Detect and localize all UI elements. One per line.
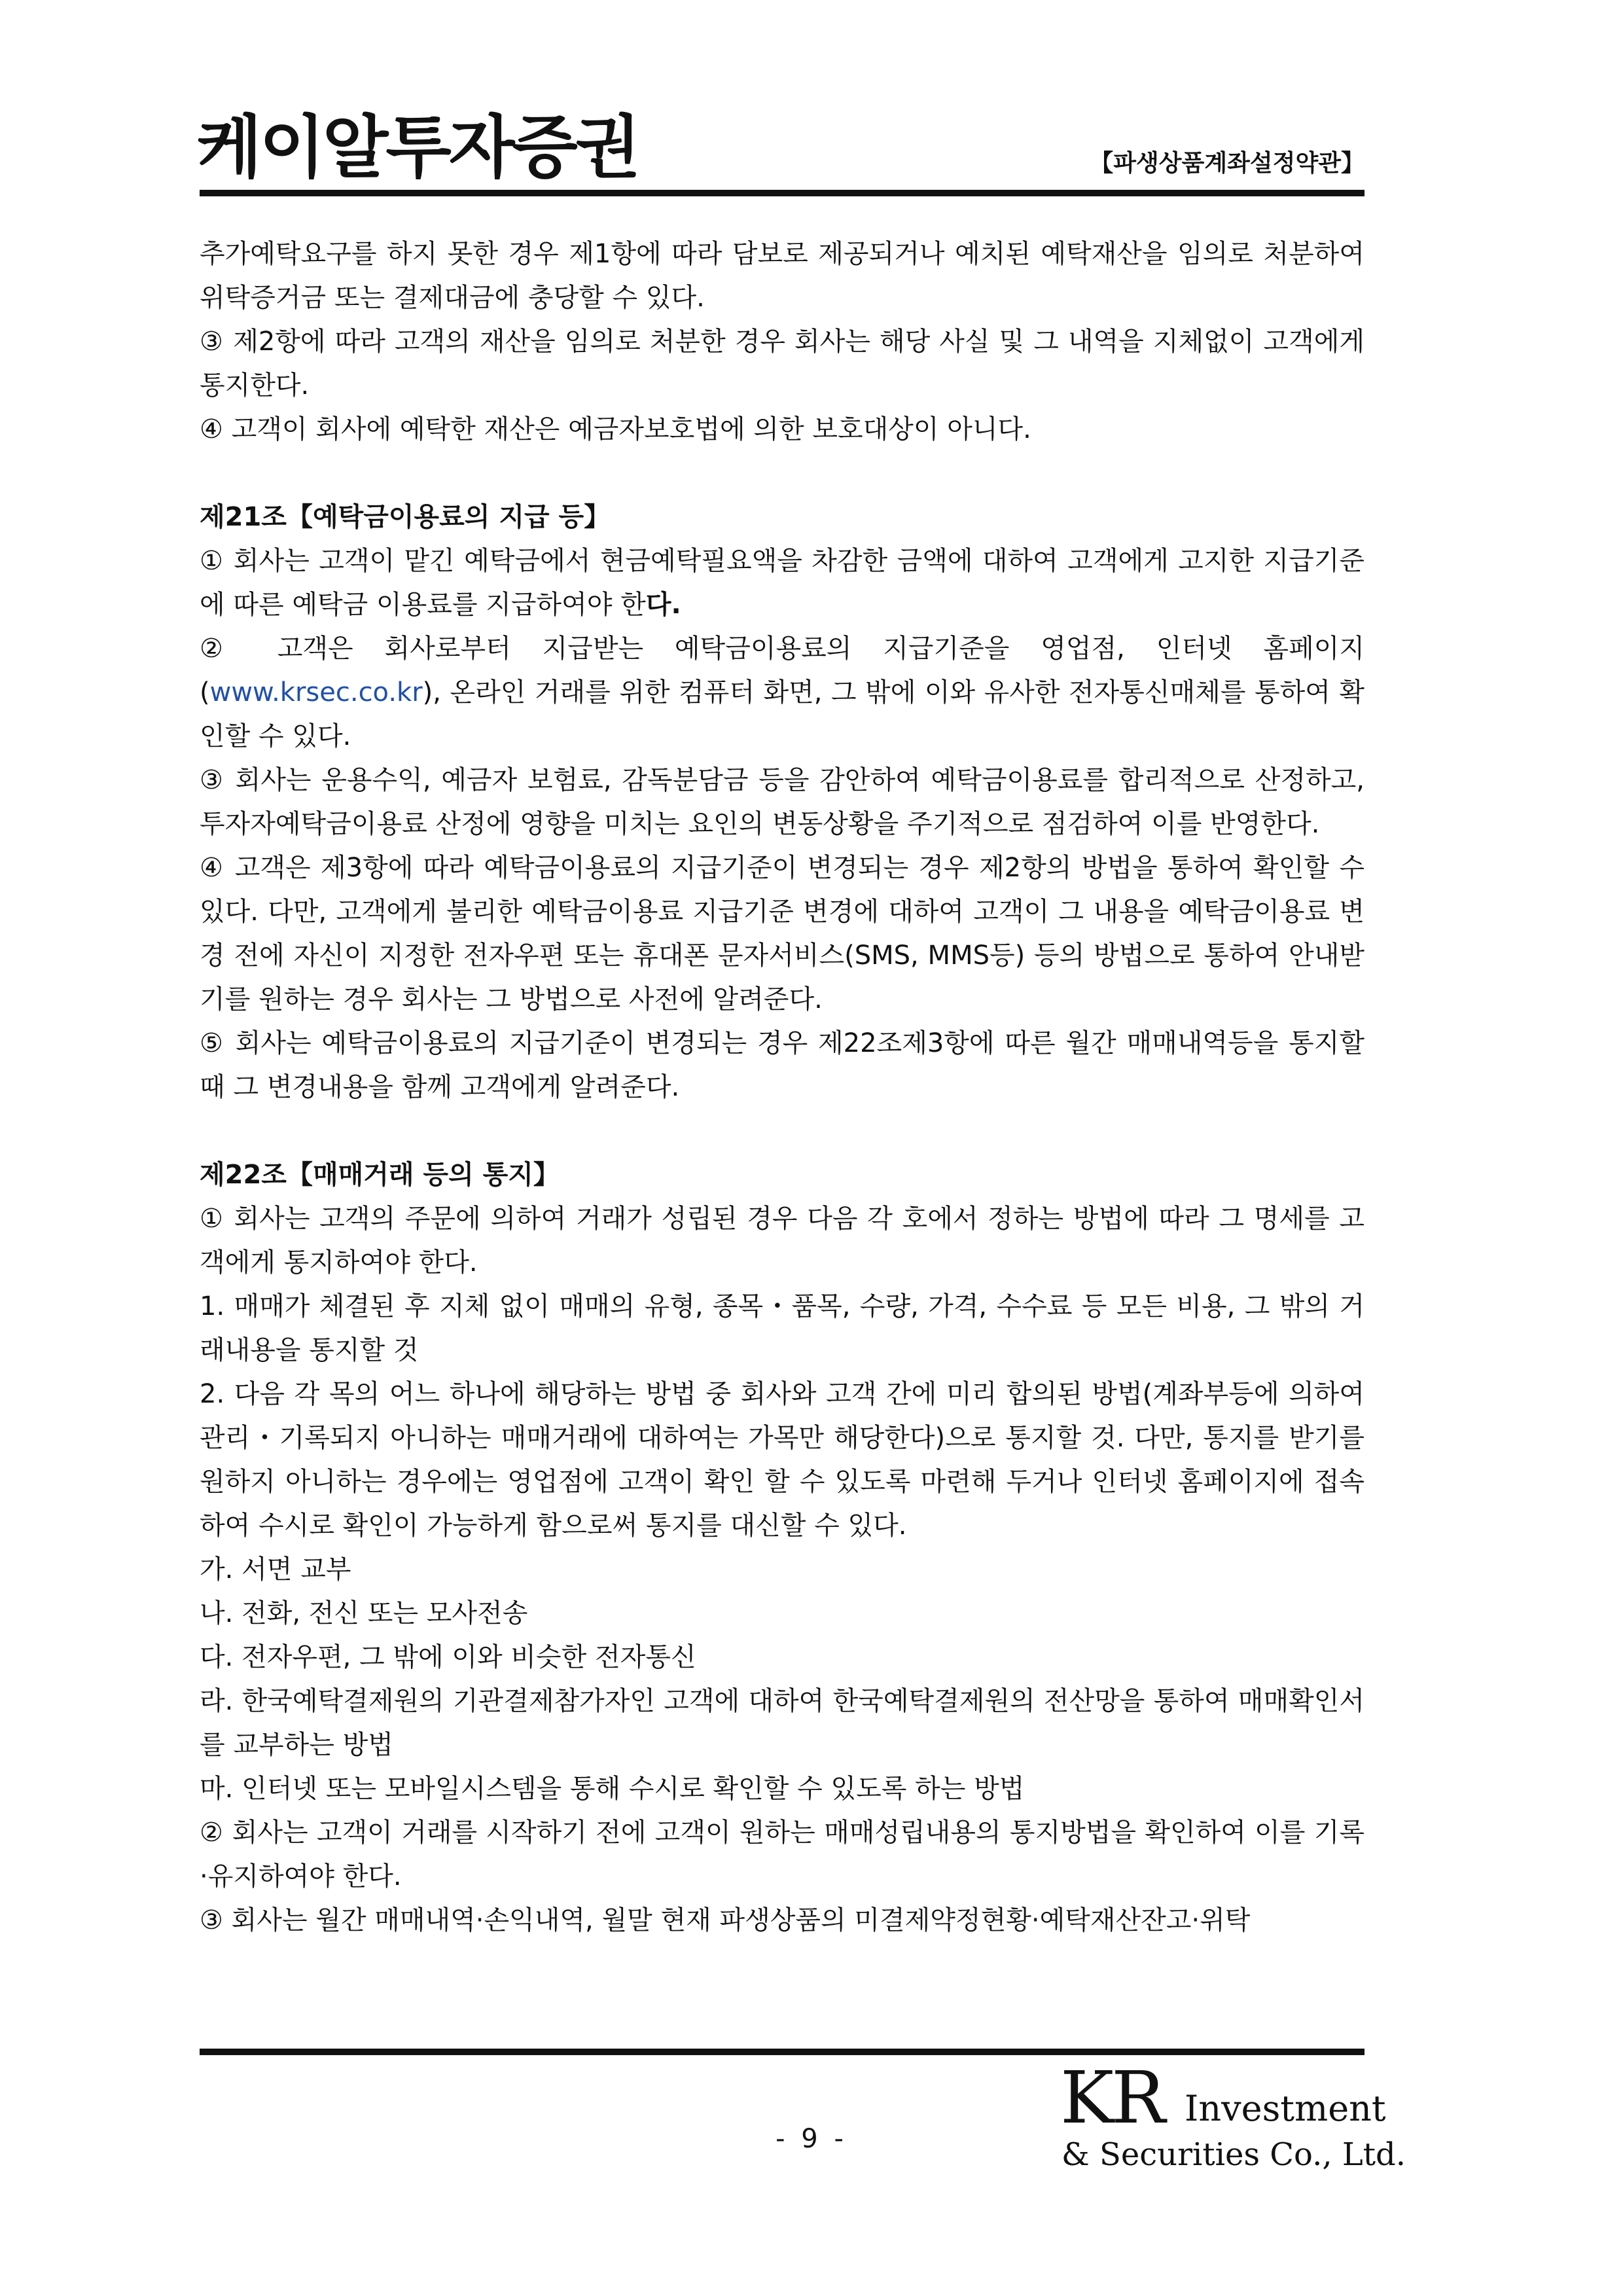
sub-item-ra: 라. 한국예탁결제원의 기관결제참가자인 고객에 대하여 한국예탁결제원의 전산망을 통하여 매매확인서를 교부하는 방법 — [200, 1686, 1364, 1760]
article-21-heading: 제21조【예탁금이용료의 지급 등】 — [200, 502, 611, 532]
brand-logo-text: 케이알투자증권 — [196, 107, 639, 187]
article-21-clause-1 — [200, 539, 1364, 627]
article-22-clause-2: ② 회사는 고객이 거래를 시작하기 전에 고객이 원하는 매매성립내용의 통지방법을 확인하여 이를 기록·유지하여야 한다. — [200, 1818, 1364, 1892]
logo-securities: & Securities Co., Ltd. — [1061, 2136, 1406, 2173]
paragraph: ③ 제2항에 따라 고객의 재산을 임의로 처분한 경우 회사는 해당 사실 및 그 내역을 지체없이 고객에게 통지한다. — [200, 327, 1364, 401]
clause-text-end: 다. — [645, 590, 681, 620]
sub-item-ma: 마. 인터넷 또는 모바일시스템을 통해 수시로 확인할 수 있도록 하는 방법 — [200, 1774, 1025, 1804]
article-22-item-1: 1. 매매가 체결된 후 지체 없이 매매의 유형, 종목・품목, 수량, 가격, 수수료 등 모든 비용, 그 밖의 거래내용을 통지할 것 — [200, 1291, 1364, 1365]
article-21-clause-2 — [200, 627, 1364, 759]
sub-item-da: 다. 전자우편, 그 밖에 이와 비슷한 전자통신 — [200, 1642, 696, 1672]
article-21-clause-4: ④ 고객은 제3항에 따라 예탁금이용료의 지급기준이 변경되는 경우 제2항의 방법을 통하여 확인할 수 있다. 다만, 고객에게 불리한 예탁금이용료 지급기준 변경에 대하여 고객이 그 내용을 예탁금이용료 변경 전에 자신이 지정한 전자우편 또는 휴대폰 문자서비스(SMS, MMS등) 등의 방법으로 통하여 안내받기를 원하는 경우 회사는 그 방법으로 사전에 알려준다. — [200, 853, 1364, 1014]
clause-text: ① 회사는 고객이 맡긴 예탁금에서 현금예탁필요액을 차감한 금액에 대하여 고객에게 고지한 지급기준에 따른 예탁금 이용료를 지급하여야 한 — [200, 546, 1364, 620]
spacer — [200, 1109, 1364, 1153]
logo-investment: Investment — [1185, 2088, 1386, 2129]
logo-kr: KR — [1060, 2056, 1163, 2140]
clause-text: ), 온라인 거래를 위한 컴퓨터 화면, 그 밖에 이와 유사한 전자통신매체를 통하여 확인할 수 있다. — [200, 677, 1364, 751]
article-22-item-2: 2. 다음 각 목의 어느 하나에 해당하는 방법 중 회사와 고객 간에 미리 합의된 방법(계좌부등에 의하여 관리・기록되지 아니하는 매매거래에 대하여는 가목만 해당한다)으로 통지할 것. 다만, 통지를 받기를 원하지 아니하는 경우에는 영업점에 고객이 확인 할 수 있도록 마련해 두거나 인터넷 홈페이지에 접속하여 수시로 확인이 가능하게 함으로써 통지를 대신할 수 있다. — [200, 1379, 1364, 1541]
company-logo — [1060, 2056, 1406, 2179]
paragraph: ④ 고객이 회사에 예탁한 재산은 예금자보호법에 의한 보호대상이 아니다. — [200, 414, 1031, 444]
header-divider — [200, 190, 1364, 196]
page-number: - 9 - — [776, 2124, 847, 2154]
article-22-clause-3: ③ 회사는 월간 매매내역·손익내역, 월말 현재 파생상품의 미결제약정현황·예탁재산잔고·위탁 — [200, 1905, 1251, 1935]
article-22-heading: 제22조【매매거래 등의 통지】 — [200, 1160, 560, 1190]
article-21-clause-3: ③ 회사는 운용수익, 예금자 보험료, 감독분담금 등을 감안하여 예탁금이용료를 합리적으로 산정하고, 투자자예탁금이용료 산정에 영향을 미치는 요인의 변동상황을 주기적으로 점검하여 이를 반영한다. — [200, 765, 1364, 839]
sub-item-na: 나. 전화, 전신 또는 모사전송 — [200, 1598, 528, 1628]
article-22-clause-1: ① 회사는 고객의 주문에 의하여 거래가 성립된 경우 다음 각 호에서 정하는 방법에 따라 그 명세를 고객에게 통지하여야 한다. — [200, 1204, 1364, 1278]
footer-divider — [200, 2049, 1364, 2055]
spacer — [200, 452, 1364, 495]
document-body — [200, 232, 1364, 1943]
document-title: 【파생상품계좌설정약관】 — [1090, 150, 1364, 177]
homepage-link[interactable]: www.krsec.co.kr — [209, 677, 423, 708]
paragraph: 추가예탁요구를 하지 못한 경우 제1항에 따라 담보로 제공되거나 예치된 예탁재산을 임의로 처분하여 위탁증거금 또는 결제대금에 충당할 수 있다. — [200, 239, 1364, 313]
article-21-clause-5: ⑤ 회사는 예탁금이용료의 지급기준이 변경되는 경우 제22조제3항에 따른 월간 매매내역등을 통지할 때 그 변경내용을 함께 고객에게 알려준다. — [200, 1028, 1364, 1102]
clause-text: ② 고객은 회사로부터 지급받는 예탁금이용료의 지급기준을 영업점, 인터넷 홈페이지( — [200, 634, 1364, 708]
sub-item-ga: 가. 서면 교부 — [200, 1554, 351, 1585]
